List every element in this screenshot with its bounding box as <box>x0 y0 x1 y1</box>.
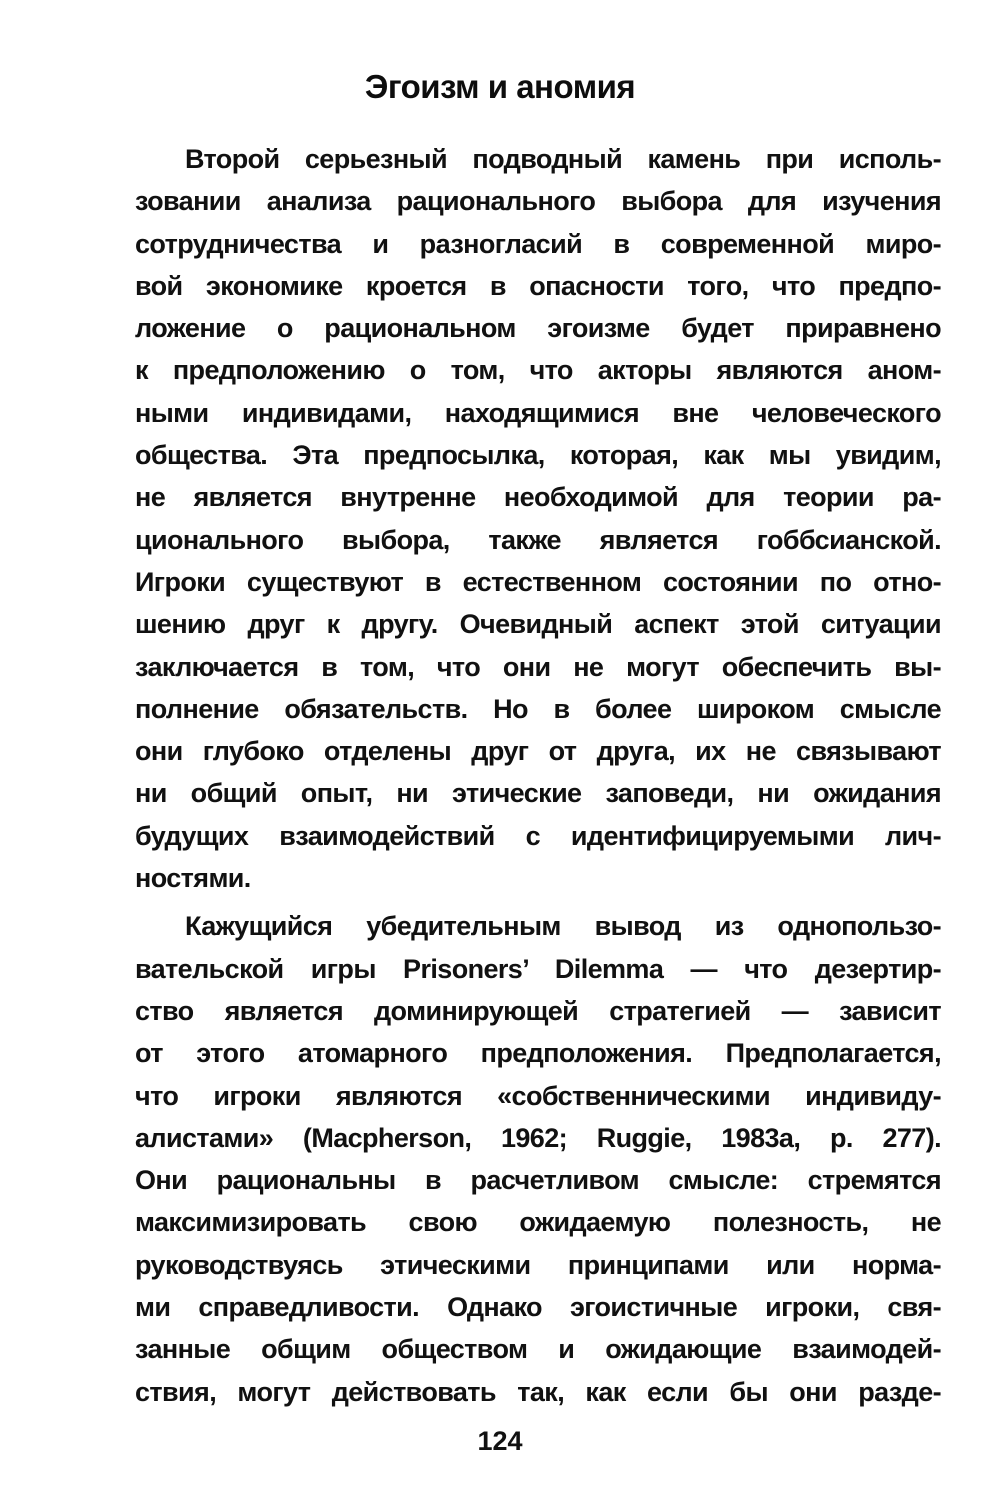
text-line: общества. Эта предпосылка, которая, как мы увидим, <box>135 440 941 471</box>
text-line: Игроки существуют в естественном состоянии по отно- <box>135 566 941 597</box>
body-text <box>135 138 941 1413</box>
text-line: они глубоко отделены друг от друга, их не связывают <box>135 736 941 767</box>
page-number: 124 <box>477 1426 523 1456</box>
text-line: заключается в том, что они не могут обеспечить вы- <box>135 651 941 682</box>
text-line: вательской игры Prisoners’ Dilemma — что дезертир- <box>135 953 941 984</box>
chapter-title: Эгоизм и аномия <box>364 68 636 105</box>
text-line: Кажущийся убедительным вывод из однопользо- <box>185 911 941 942</box>
text-line: от этого атомарного предположения. Предполагается, <box>135 1038 941 1069</box>
text-line: Они рациональны в расчетливом смысле: стремятся <box>135 1165 941 1196</box>
text-line: шению друг к другу. Очевидный аспект этой ситуации <box>135 609 941 640</box>
text-line: ми справедливости. Однако эгоистичные игроки, свя- <box>135 1292 941 1323</box>
text-line: что игроки являются «собственническими индивиду- <box>135 1080 941 1111</box>
text-line: руководствуясь этическими принципами или норма- <box>135 1249 941 1280</box>
text-line: сотрудничества и разногласий в современной миро- <box>135 228 941 259</box>
text-line: будущих взаимодействий с идентифицируемыми лич- <box>135 820 941 851</box>
paragraph-2 <box>135 905 941 1413</box>
text-line: вой экономике кроется в опасности того, что предпо- <box>135 270 941 301</box>
text-line: к предположению о том, что акторы являются аном- <box>135 355 941 386</box>
text-line: полнение обязательств. Но в более широком смысле <box>135 693 941 724</box>
text-line: максимизировать свою ожидаемую полезность, не <box>135 1207 941 1238</box>
text-line: не является внутренне необходимой для теории ра- <box>135 482 941 513</box>
text-line: занные общим обществом и ожидающие взаимодей- <box>135 1334 941 1365</box>
text-line: ностями. <box>135 863 251 894</box>
text-line: зовании анализа рационального выбора для изучения <box>135 186 941 217</box>
text-line: Второй серьезный подводный камень при исполь- <box>185 144 941 174</box>
text-line: ными индивидами, находящимися вне человеческого <box>135 397 941 428</box>
text-line: ложение о рациональном эгоизме будет приравнено <box>135 313 941 344</box>
text-line: ствия, могут действовать так, как если бы они разде- <box>135 1376 941 1407</box>
paragraph-1 <box>135 138 941 899</box>
text-line: ни общий опыт, ни этические заповеди, ни ожидания <box>135 778 941 809</box>
text-line: ство является доминирующей стратегией — зависит <box>135 995 941 1026</box>
text-line: алистами» (Macpherson, 1962; Ruggie, 1983a, p. 277). <box>135 1122 941 1153</box>
text-line: ционального выбора, также является гоббсианской. <box>135 524 941 555</box>
